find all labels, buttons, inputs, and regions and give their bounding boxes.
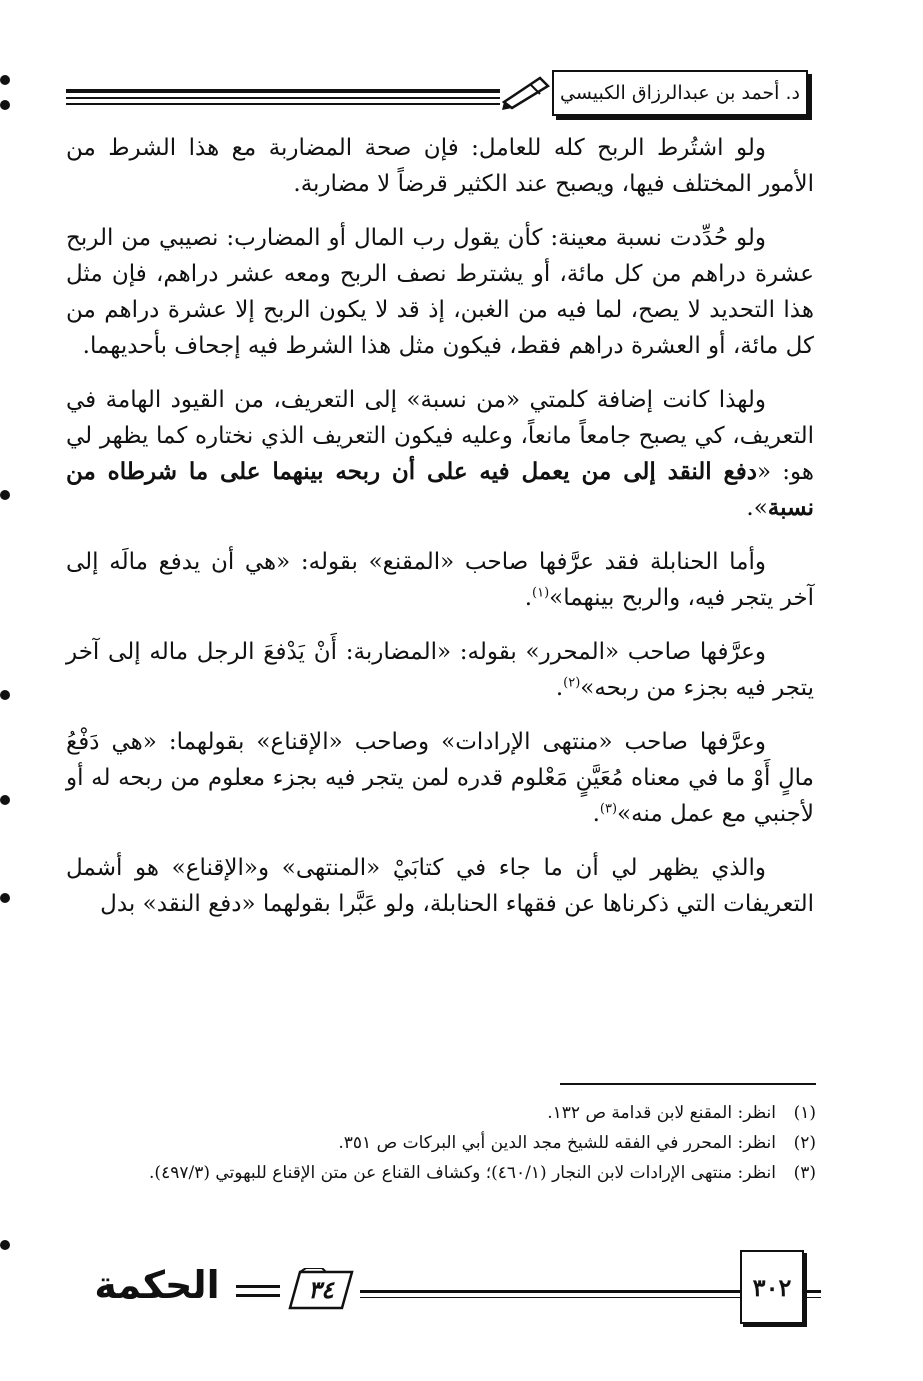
footnotes: [66, 1098, 816, 1188]
footer-rule: [236, 1294, 280, 1297]
footer-rule: [803, 1290, 821, 1293]
footnote-text: انظر: المحرر في الفقه للشيخ مجد الدين أبي البركات ص ٣٥١.: [338, 1133, 776, 1153]
footer-rule: [236, 1285, 280, 1288]
header-author: د. أحمد بن عبدالرزاق الكبيسي: [560, 82, 800, 104]
footnote-number: (١): [793, 1103, 816, 1123]
footer-rule: [360, 1297, 742, 1298]
margin-dot: [0, 893, 10, 903]
footnote-text: انظر: منتهى الإرادات لابن النجار (٤٦٠/١)؛ وكشاف القناع عن متن الإقناع للبهوتي (٤٩٧/٣).: [149, 1163, 776, 1183]
paragraph: [66, 220, 814, 364]
margin-dot: [0, 490, 10, 500]
paragraph: [66, 850, 814, 922]
paragraph: [66, 544, 814, 616]
paragraph-text: والذي يظهر لي أن ما جاء في كتابَيْ «المنتهى» و«الإقناع» هو أشمل التعريفات التي ذكرناها عن فقهاء الحنابلة، ولو عَبَّرا بقولهما «دفع النقد» بدل: [66, 855, 814, 917]
paragraph-text: ».: [746, 495, 768, 521]
margin-dot: [0, 795, 10, 805]
paragraph-text: ولو حُدِّدت نسبة معينة: كأن يقول رب المال أو المضارب: نصيبي من الربح عشرة دراهم من كل مائة، أو يشترط نصف الربح ومعه عشر دراهم، فإن مثل هذا التحديد لا يصح، لما فيه من الغبن، إذ قد لا يكون الربح إلا عشرة دراهم من كل مائة، أو العشرة دراهم فقط، فيكون مثل هذا الشرط فيه إجحاف بأحديهما.: [66, 225, 814, 359]
paragraph-text: .: [592, 801, 600, 827]
paragraph-text: .: [524, 585, 533, 611]
definition-bold: دفع النقد إلى من يعمل فيه على أن ربحه بينهما على ما شرطاه من نسبة: [66, 458, 814, 521]
issue-number-box: [282, 1268, 360, 1310]
paragraph-text: ولهذا كانت إضافة كلمتي «من نسبة» إلى التعريف، من القيود الهامة في التعريف، كي يصبح جامعاً مانعاً، وعليه فيكون التعريف الذي نختاره كما يظهر لي هو: «: [66, 387, 814, 485]
paragraph-text: .: [555, 675, 564, 701]
journal-logo-text: الحكمة: [94, 1263, 220, 1307]
paragraph: [66, 724, 814, 832]
footnote: [66, 1158, 816, 1188]
footnote: [66, 1128, 816, 1158]
issue-number: ٣٤: [308, 1274, 334, 1304]
footnote-number: (٣): [793, 1163, 816, 1183]
page-number-box: [740, 1250, 804, 1324]
paragraph-text: ولو اشتُرط الربح كله للعامل: فإن صحة المضاربة مع هذا الشرط من الأمور المختلف فيها، ويصبح عند الكثير قرضاً لا مضاربة.: [66, 135, 814, 197]
paragraph-text: وأما الحنابلة فقد عرَّفها صاحب «المقنع» بقوله: «هي أن يدفع مالَه إلى آخر يتجر فيه، والربح بينهما»: [66, 549, 814, 611]
margin-dot: [0, 1240, 10, 1250]
pen-icon: [500, 72, 552, 112]
header-rule: [66, 103, 500, 105]
footnote-rule: [560, 1083, 816, 1085]
footer-rule: [803, 1297, 821, 1298]
footnote-ref[interactable]: (٣): [599, 801, 618, 817]
footnote-number: (٢): [793, 1133, 816, 1153]
paragraph-text: وعرَّفها صاحب «منتهى الإرادات» وصاحب «الإقناع» بقولهما: «هي دَفْعُ مالٍ أَوْ ما في معناه مُعَيَّنٍ مَعْلوم قدره لمن يتجر فيه بجزء معلوم من ربحه له أو لأجنبي مع عمل منه»: [66, 729, 814, 827]
footnote-text: انظر: المقنع لابن قدامة ص ١٣٢.: [547, 1103, 776, 1123]
paragraph: [66, 634, 814, 706]
margin-dot: [0, 100, 10, 110]
paragraph-text: وعرَّفها صاحب «المحرر» بقوله: «المضاربة: أَنْ يَدْفعَ الرجل ماله إلى آخر يتجر فيه بجزء من ربحه»: [66, 639, 814, 701]
footnote-ref[interactable]: (٢): [563, 675, 581, 691]
margin-dot: [0, 690, 10, 700]
footnote: [66, 1098, 816, 1128]
footer-rule: [360, 1290, 742, 1293]
header-rule: [66, 97, 500, 99]
paragraph: [66, 130, 814, 202]
header-rule: [66, 89, 500, 93]
page-number: ٣٠٢: [752, 1272, 792, 1302]
body-text: [66, 130, 814, 940]
footnote-ref[interactable]: (١): [532, 585, 550, 601]
journal-logo: [82, 1262, 232, 1308]
margin-dot: [0, 75, 10, 85]
paragraph: [66, 382, 814, 526]
header-author-box: [552, 70, 808, 116]
